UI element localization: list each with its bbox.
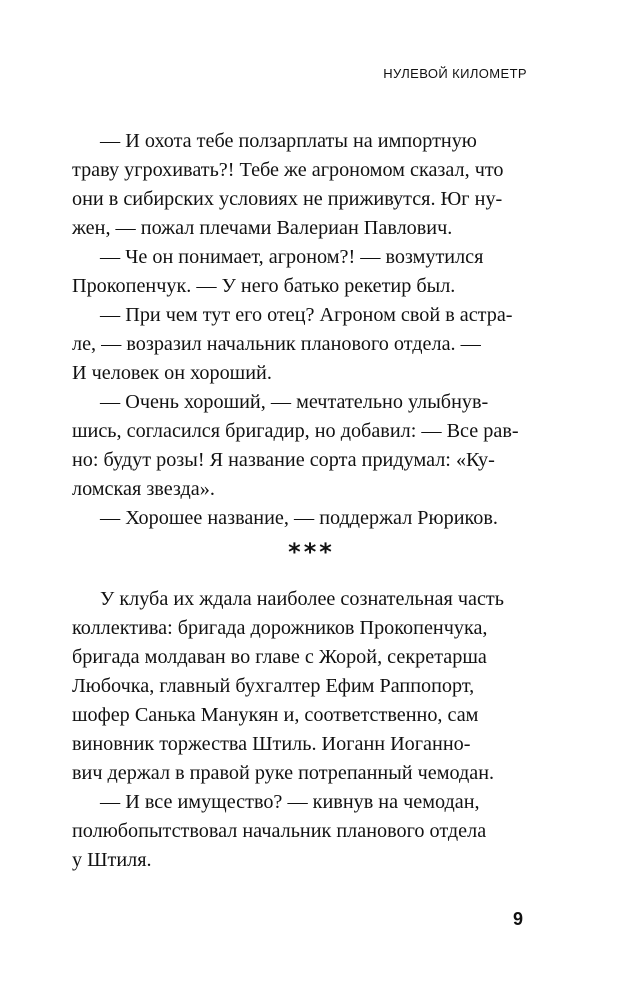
text-line: но: будут розы! Я название сорта придумал: «Ку- [72, 449, 495, 471]
text-line: — И охота тебе ползарплаты на импортную [100, 130, 477, 152]
text-line: жен, — пожал плечами Валериан Павлович. [72, 217, 453, 239]
text-line: шофер Санька Манукян и, соответственно, сам [72, 704, 479, 726]
dialogue-section [72, 127, 527, 533]
text-line: И человек он хороший. [72, 362, 272, 384]
text-line: траву угрохивать?! Тебе же агрономом сказал, что [72, 159, 504, 181]
page-number: 9 [512, 909, 523, 929]
text-line: ломская звезда». [72, 478, 215, 500]
text-line: — Очень хороший, — мечтательно улыбнув- [100, 391, 489, 413]
text-line: У клуба их ждала наиболее сознательная часть [100, 588, 504, 610]
text-line: у Штиля. [72, 849, 152, 871]
text-line: полюбопытствовал начальник планового отдела [72, 820, 487, 842]
text-line: — Хорошее название, — поддержал Рюриков. [100, 507, 498, 529]
text-line: вич держал в правой руке потрепанный чемодан. [72, 762, 495, 784]
text-line: бригада молдаван во главе с Жорой, секретарша [72, 646, 487, 668]
text-line: Прокопенчук. — У него батько рекетир был. [72, 275, 456, 297]
text-line: коллектива: бригада дорожников Прокопенчука, [72, 617, 488, 639]
text-line: ле, — возразил начальник планового отдела. — [72, 333, 481, 355]
text-line: Любочка, главный бухгалтер Ефим Раппопорт, [72, 675, 475, 697]
section-separator: *** [288, 538, 335, 566]
text-line: — И все имущество? — кивнув на чемодан, [100, 791, 480, 813]
text-line: они в сибирских условиях не приживутся. Юг ну- [72, 188, 503, 210]
text-line: шись, согласился бригадир, но добавил: — Все рав- [72, 420, 519, 442]
text-line: — При чем тут его отец? Агроном свой в астра- [100, 304, 513, 326]
narrative-section [72, 585, 527, 875]
running-title: НУЛЕВОЙ КИЛОМЕТР [383, 66, 527, 81]
text-line: виновник торжества Штиль. Иоганн Иоганно- [72, 733, 471, 755]
text-line: — Че он понимает, агроном?! — возмутился [100, 246, 484, 268]
